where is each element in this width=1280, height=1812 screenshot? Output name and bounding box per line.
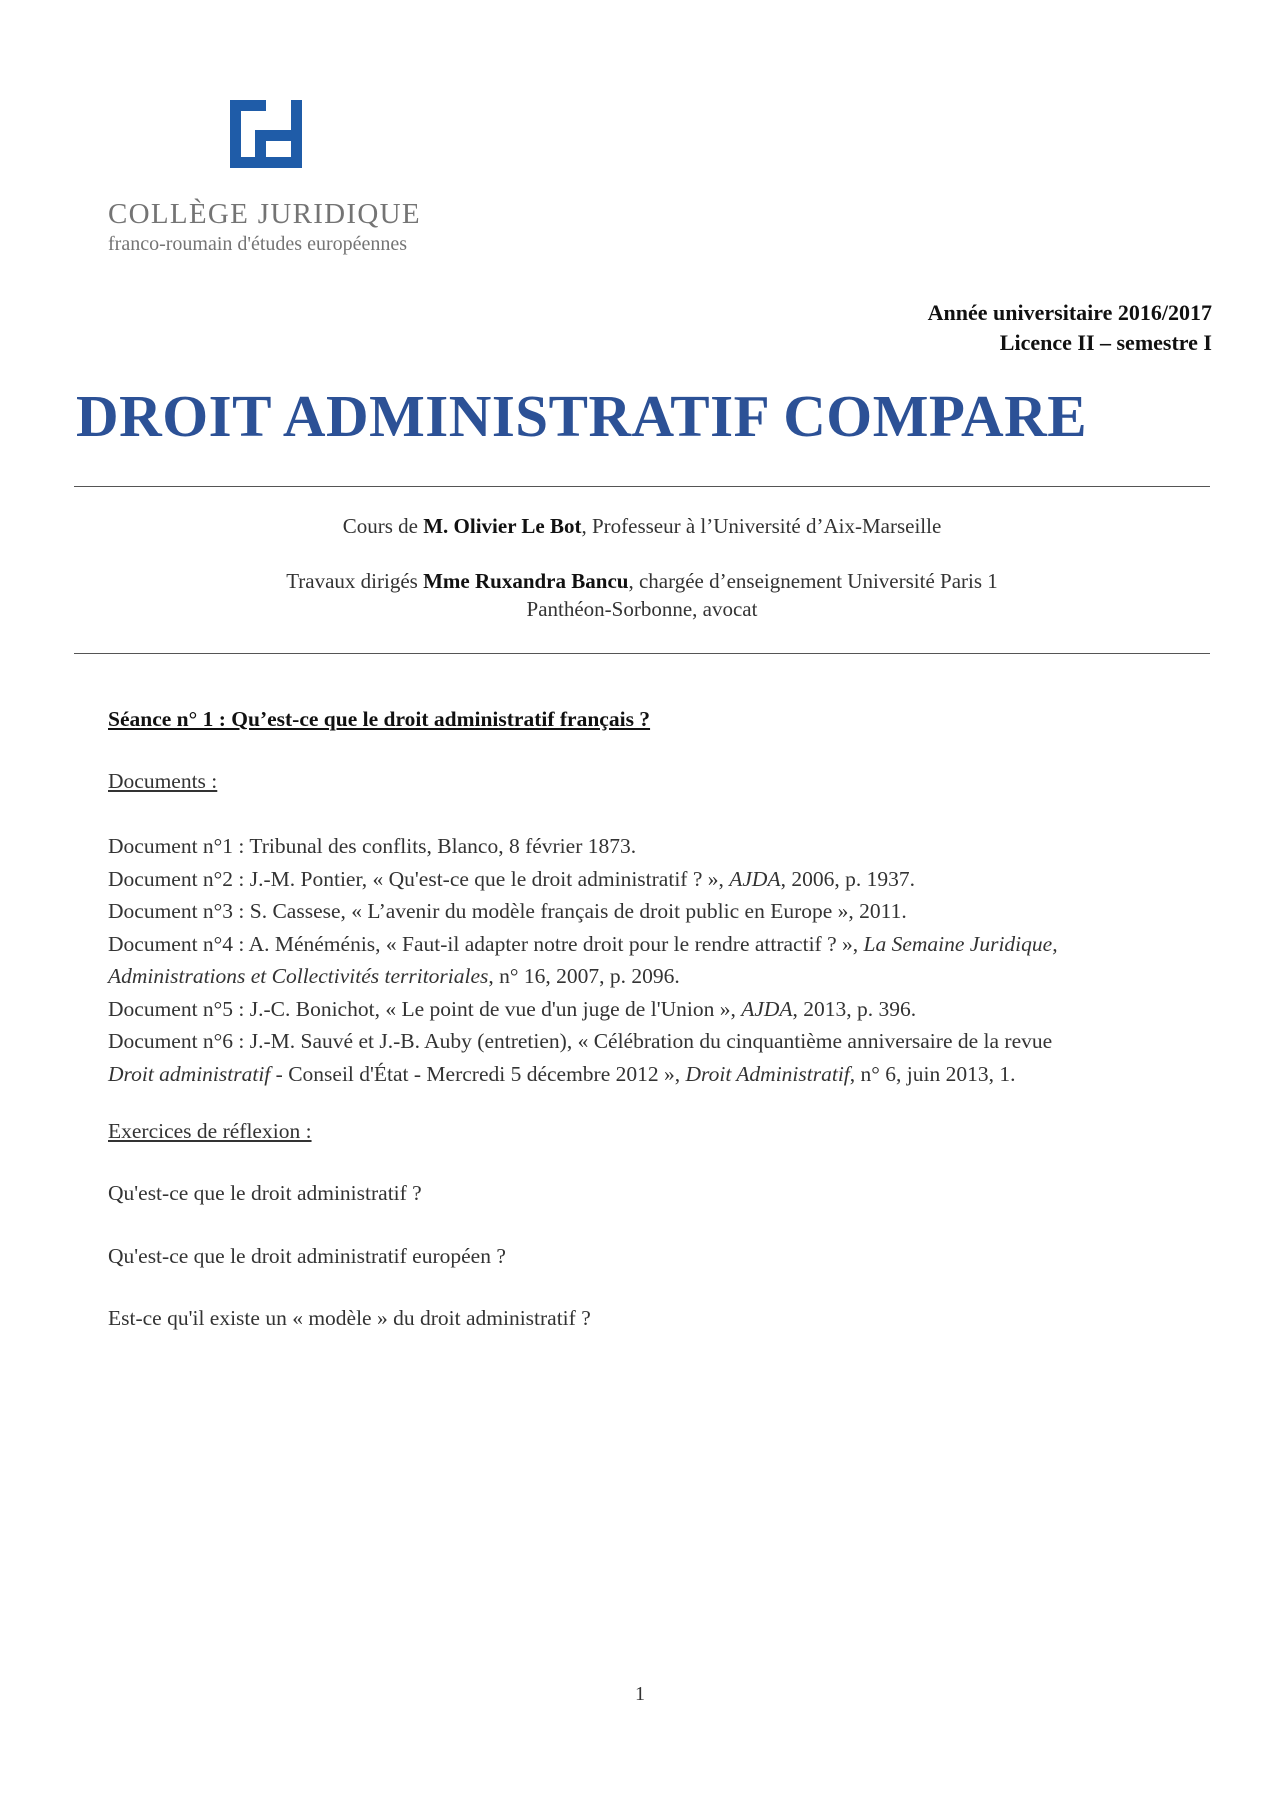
course-suffix: , Professeur à l’Université d’Aix-Marseille — [581, 514, 942, 538]
document-6-text: - Conseil d'État - Mercredi 5 décembre 2012 », — [270, 1061, 686, 1086]
document-6: Document n°6 : J.-M. Sauvé et J.-B. Auby (entretien), « Célébration du cinquantième anniversaire de la revue — [108, 1029, 1053, 1053]
logo-title: COLLÈGE JURIDIQUE — [108, 198, 421, 230]
document-4-journal-continued: Administrations et Collectivités territoriales — [108, 964, 489, 988]
td-teacher: Mme Ruxandra Bancu — [423, 569, 629, 593]
document-5-text: Document n°5 : J.-C. Bonichot, « Le point de vue d'un juge de l'Union », — [108, 996, 742, 1021]
document-2-text: Document n°2 : J.-M. Pontier, « Qu'est-ce que le droit administratif ? », — [108, 866, 730, 891]
document-6-ref: , n° 6, juin 2013, 1. — [849, 1061, 1016, 1086]
document-5 — [108, 993, 1208, 1026]
question-1: Qu'est-ce que le droit administratif ? — [108, 1181, 422, 1205]
td-prefix: Travaux dirigés — [286, 569, 424, 593]
exercises-heading: Exercices de réflexion : — [108, 1119, 312, 1143]
logo-subtitle: franco-roumain d'études européennes — [108, 233, 408, 255]
document-4-journal: La Semaine Juridique, — [863, 931, 1058, 956]
document-2-ref: , 2006, p. 1937. — [780, 866, 915, 891]
academic-year: Année universitaire 2016/2017 — [927, 300, 1212, 325]
course-credit — [74, 514, 1210, 539]
document-6-journal: Droit administratif — [108, 1061, 271, 1086]
divider-bottom — [74, 653, 1210, 654]
academic-year-block — [928, 298, 1212, 358]
course-level: Licence II – semestre I — [999, 330, 1212, 355]
college-logo-mark — [230, 100, 302, 168]
document-4-ref: , n° 16, 2007, p. 2096. — [488, 964, 680, 988]
page-title: DROIT ADMINISTRATIF COMPARE — [76, 383, 1088, 449]
course-prefix: Cours de — [342, 514, 424, 538]
document-4-text: Document n°4 : A. Ménéménis, « Faut-il adapter notre droit pour le rendre attractif ? », — [108, 931, 864, 956]
document-5-journal: AJDA — [741, 996, 793, 1021]
td-suffix-line1: , chargée d’enseignement Université Paris 1 — [628, 569, 998, 593]
document-6-journal-2: Droit Administratif — [685, 1061, 850, 1086]
documents-heading: Documents : — [108, 769, 218, 793]
question-2: Qu'est-ce que le droit administratif européen ? — [108, 1244, 506, 1268]
document-6-continued — [108, 1058, 1208, 1091]
seance-heading: Séance n° 1 : Qu’est-ce que le droit administratif français ? — [108, 707, 651, 731]
document-4-continued — [108, 960, 1208, 993]
question-3: Est-ce qu'il existe un « modèle » du droit administratif ? — [108, 1306, 591, 1330]
td-suffix-line2: Panthéon-Sorbonne, avocat — [526, 597, 758, 621]
divider-top — [74, 486, 1210, 487]
document-5-ref: , 2013, p. 396. — [792, 996, 917, 1021]
documents-list — [108, 830, 1208, 1090]
course-teacher: M. Olivier Le Bot — [423, 514, 582, 538]
document-1: Document n°1 : Tribunal des conflits, Blanco, 8 février 1873. — [108, 834, 637, 858]
document-3: Document n°3 : S. Cassese, « L’avenir du modèle français de droit public en Europe », 2011. — [108, 899, 907, 923]
page-number: 1 — [635, 1683, 645, 1705]
td-credit — [74, 567, 1210, 623]
document-2-journal: AJDA — [729, 866, 781, 891]
document-4 — [108, 928, 1208, 961]
document-2 — [108, 863, 1208, 896]
